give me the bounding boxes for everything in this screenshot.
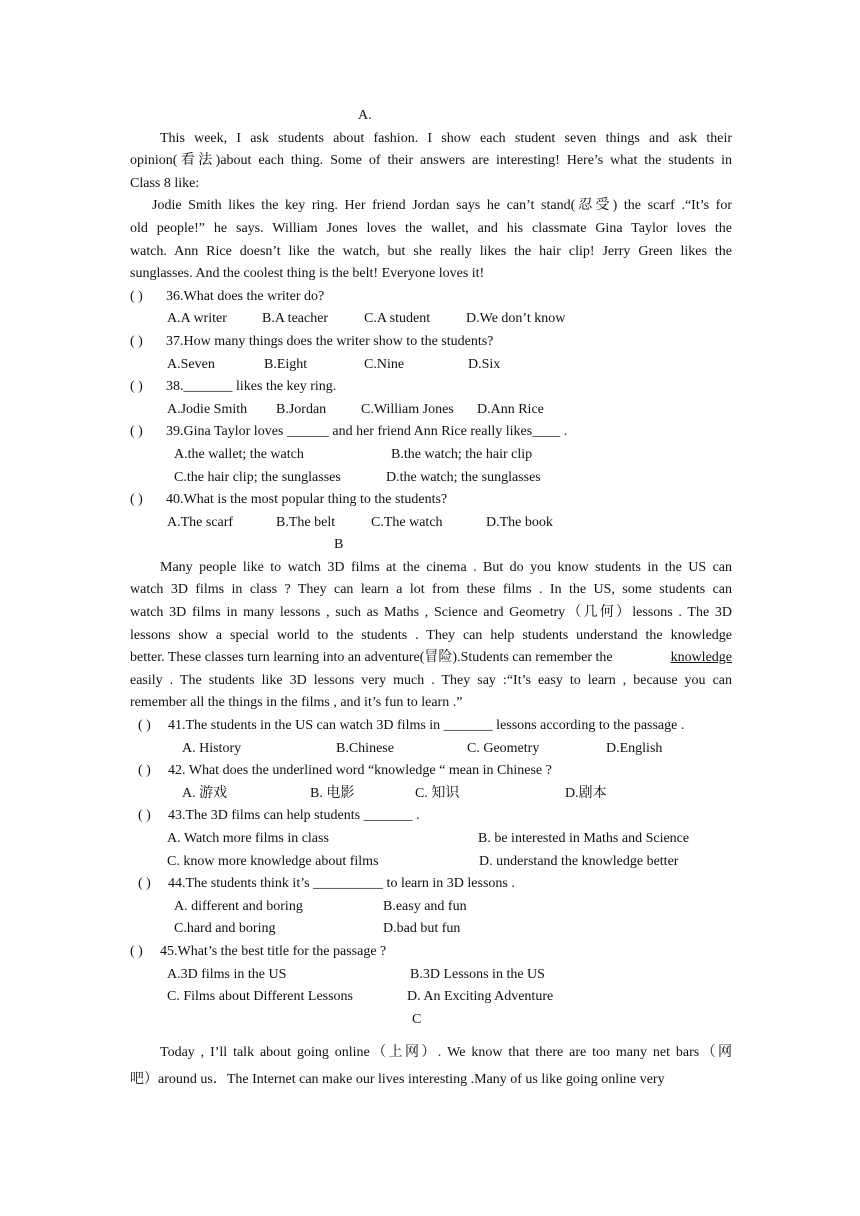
passage-a-line: Class 8 like: [130,175,200,191]
question-39 [130,421,732,444]
option-b[interactable]: B.Chinese [336,740,394,756]
option-d[interactable]: D.the watch; the sunglasses [386,469,541,485]
option-c[interactable]: C. Geometry [467,740,540,756]
question-42 [130,760,732,783]
question-stem: 44.The students think it’s __________ to learn in 3D lessons . [168,876,515,892]
passage-b-text: better. These classes turn learning into an adventure(冒险).Students can remember the [130,650,613,666]
option-b[interactable]: B. be interested in Maths and Science [478,831,690,846]
question-44 [130,873,732,896]
answer-blank[interactable]: ( ) [138,808,151,824]
options-41 [130,738,732,761]
option-d[interactable]: D.剧本 [565,785,607,801]
option-c[interactable]: C.A student [364,311,431,327]
option-a[interactable]: A. 游戏 [182,785,228,801]
passage-b [130,557,732,715]
options-42 [130,783,732,806]
underlined-word: knowledge [670,650,732,666]
option-b[interactable]: B.Eight [264,356,308,372]
question-stem: 37.How many things does the writer show to the students? [166,333,494,349]
option-b[interactable]: B. 电影 [310,785,355,801]
options-36 [130,308,732,331]
option-a[interactable]: A.the wallet; the watch [174,446,304,462]
option-d[interactable]: D.Ann Rice [477,401,544,417]
answer-blank[interactable]: ( ) [138,763,151,779]
passage-b-line: Many people like to watch 3D films at the cinema . But do you know students in the US can [160,559,732,575]
options-39-row1 [130,444,732,467]
question-stem: 39.Gina Taylor loves ______ and her friend Ann Rice really likes____ . [166,424,568,440]
option-a[interactable]: A.The scarf [167,514,234,530]
question-stem: 42. What does the underlined word “knowledge “ mean in Chinese ? [168,763,552,779]
question-stem: 41.The students in the US can watch 3D films in _______ lessons according to the passage . [168,718,685,734]
passage-b-line: watch 3D films in many lessons , such as Maths , Science and Geometry（几何）lessons . The 3D [130,605,732,621]
answer-blank[interactable]: ( ) [130,424,143,440]
option-c[interactable]: C.the hair clip; the sunglasses [174,469,341,485]
option-d[interactable]: D.bad but fun [383,921,461,937]
passage-a-line: This week, I ask students about fashion. I show each student seven things and ask their [160,130,732,146]
question-45 [130,941,732,964]
option-c[interactable]: C.hard and boring [174,921,276,937]
option-a[interactable]: A.Seven [167,356,215,372]
option-b[interactable]: B.3D Lessons in the US [410,966,545,982]
question-stem: 40.What is the most popular thing to the students? [166,492,448,508]
options-40 [130,512,732,535]
options-45-row1 [130,964,732,987]
option-a[interactable]: A. History [182,740,242,756]
option-c[interactable]: C.The watch [371,514,443,530]
option-c[interactable]: C. 知识 [415,785,460,801]
option-d[interactable]: D.Six [468,356,501,372]
option-a[interactable]: A.A writer [167,311,227,327]
passage-a-line: Jodie Smith likes the key ring. Her friend Jordan says he can’t stand(忍受) the scarf .“It’s for [152,198,732,214]
question-38 [130,376,732,399]
section-c-label: C [412,1011,422,1027]
passage-a [130,128,732,286]
passage-a-line: opinion(看法)about each thing. Some of their answers are interesting! Here’s what the students in [130,153,732,169]
question-stem: 43.The 3D films can help students _______ . [168,808,420,824]
options-43-row1 [130,828,732,851]
option-d[interactable]: D.English [606,740,663,756]
option-b[interactable]: B.Jordan [276,401,327,417]
passage-a-line: old people!” he says. William Jones loves the wallet, and his classmate Gina Taylor loves the [130,220,732,236]
option-a[interactable]: A.Jodie Smith [167,401,248,417]
option-c[interactable]: C.William Jones [361,401,454,417]
question-stem: 36.What does the writer do? [166,288,325,304]
passage-a-line: sunglasses. And the coolest thing is the belt! Everyone loves it! [130,266,485,282]
passage-b-line: watch 3D films in class ? They can learn a lot from these films . In the US, some students can [130,582,732,598]
option-a[interactable]: A. Watch more films in class [167,831,329,846]
option-b[interactable]: B.easy and fun [383,898,467,914]
options-45-row2 [130,986,732,1009]
options-44-row1 [130,896,732,919]
option-d[interactable]: D. An Exciting Adventure [407,989,554,1005]
question-stem: 45.What’s the best title for the passage ? [160,943,387,959]
options-39-row2 [130,467,732,490]
section-a-label: A. [358,108,372,123]
worksheet-page [130,105,732,1093]
option-a[interactable]: A.3D films in the US [167,966,287,982]
question-41 [130,715,732,738]
options-43-row2 [130,851,732,874]
answer-blank[interactable]: ( ) [138,876,151,892]
passage-c-line: Today , I’ll talk about going online（上网）. We know that there are too many net bars（网 [160,1045,732,1061]
question-36 [130,286,732,309]
option-d[interactable]: D.The book [486,514,553,530]
option-b[interactable]: B.A teacher [262,311,329,327]
answer-blank[interactable]: ( ) [130,333,143,349]
option-d[interactable]: D.We don’t know [466,311,566,327]
passage-b-line: easily . The students like 3D lessons very much . They say :“It’s easy to learn , because you can [130,672,732,688]
answer-blank[interactable]: ( ) [130,288,143,304]
passage-c-line: 吧）around us．The Internet can make our lives interesting .Many of us like going online very [130,1072,665,1088]
option-b[interactable]: B.the watch; the hair clip [391,446,533,462]
options-38 [130,399,732,422]
passage-b-line: lessons show a special world to the students . They can help students understand the knowledge [130,627,732,643]
answer-blank[interactable]: ( ) [130,943,143,959]
option-d[interactable]: D. understand the knowledge better [479,853,679,869]
question-stem: 38._______ likes the key ring. [166,379,337,395]
option-b[interactable]: B.The belt [276,514,336,530]
answer-blank[interactable]: ( ) [130,379,143,395]
option-c[interactable]: C.Nine [364,356,405,372]
option-c[interactable]: C. Films about Different Lessons [167,989,354,1005]
answer-blank[interactable]: ( ) [138,718,151,734]
options-44-row2 [130,918,732,941]
answer-blank[interactable]: ( ) [130,492,143,508]
passage-b-line: remember all the things in the films , and it’s fun to learn .” [130,695,463,711]
option-c[interactable]: C. know more knowledge about films [167,853,379,869]
question-37 [130,331,732,354]
question-43 [130,805,732,828]
passage-b-line [130,647,732,670]
passage-c [130,1039,732,1093]
section-b-label: B [334,537,344,553]
options-37 [130,354,732,377]
option-a[interactable]: A. different and boring [174,898,303,914]
passage-a-line: watch. Ann Rice doesn’t like the watch, but she really likes the hair clip! Jerry Green likes the [130,243,732,259]
question-40 [130,489,732,512]
